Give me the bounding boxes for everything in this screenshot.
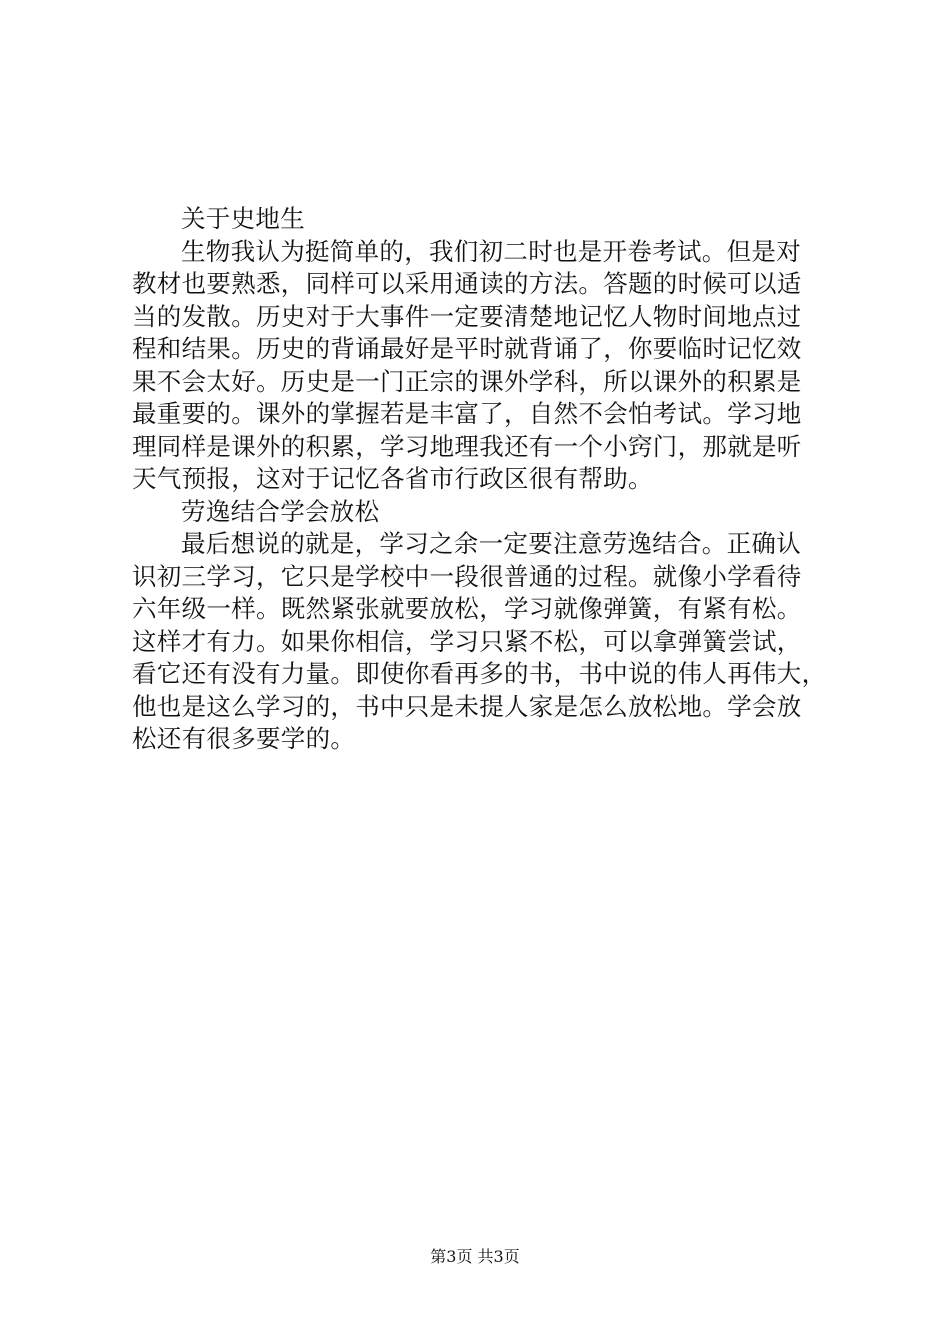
- paragraph-line: 生物我认为挺简单的，我们初二时也是开卷考试。但是对: [181, 236, 801, 266]
- section-heading-history-geography-biology: 关于史地生: [181, 204, 305, 233]
- paragraph-line: 他也是这么学习的，书中只是未提人家是怎么放松地。学会放: [132, 691, 802, 721]
- paragraph-line: 果不会太好。历史是一门正宗的课外学科，所以课外的积累是: [132, 366, 802, 396]
- document-body: [132, 203, 827, 756]
- page-number-footer: 第3页 共3页: [430, 1247, 520, 1266]
- paragraph-line: 这样才有力。如果你相信，学习只紧不松，可以拿弹簧尝试，: [132, 626, 802, 656]
- paragraph-line: 识初三学习，它只是学校中一段很普通的过程。就像小学看待: [132, 561, 802, 591]
- paragraph-line: 当的发散。历史对于大事件一定要清楚地记忆人物时间地点过: [132, 301, 802, 331]
- paragraph-line: 六年级一样。既然紧张就要放松，学习就像弹簧，有紧有松。: [132, 594, 802, 623]
- paragraph-line: 程和结果。历史的背诵最好是平时就背诵了，你要临时记忆效: [132, 334, 802, 363]
- paragraph-line: 最重要的。课外的掌握若是丰富了，自然不会怕考试。学习地: [132, 399, 802, 428]
- paragraph-line: 松还有很多要学的。: [132, 724, 356, 753]
- paragraph-line: 天气预报，这对于记忆各省市行政区很有帮助。: [132, 464, 653, 493]
- paragraph-line: 最后想说的就是，学习之余一定要注意劳逸结合。正确认: [181, 529, 801, 558]
- paragraph-line: 理同样是课外的积累，学习地理我还有一个小窍门，那就是听: [132, 431, 802, 461]
- section-heading-work-rest-balance: 劳逸结合学会放松: [181, 496, 380, 526]
- paragraph-line: 看它还有没有力量。即使你看再多的书，书中说的伟人再伟大，: [132, 659, 827, 688]
- paragraph-line: 教材也要熟悉，同样可以采用通读的方法。答题的时候可以适: [132, 269, 802, 298]
